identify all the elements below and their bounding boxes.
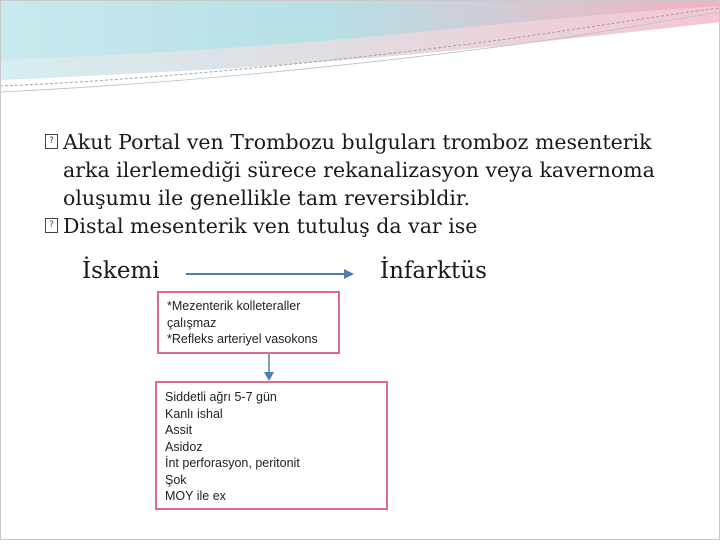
box-line: Siddetli ağrı 5-7 gün [165, 390, 277, 404]
ischemia-label: İskemi [82, 258, 160, 284]
missing-glyph-icon: ? [45, 218, 58, 233]
ischemia-to-infarct-arrow [186, 268, 356, 280]
box-line: İnt perforasyon, peritonit [165, 456, 300, 470]
box-line: çalışmaz [167, 315, 217, 330]
infarct-label: İnfarktüs [380, 258, 487, 284]
bullet-item [45, 212, 695, 240]
clinical-findings-box [155, 381, 388, 510]
mechanism-box [157, 291, 340, 354]
box-line: MOY ile ex [165, 489, 226, 503]
bullet-line: Distal mesenterik ven tutuluş da var ise [63, 214, 478, 238]
down-arrow [263, 354, 275, 382]
bullet-list [45, 128, 695, 240]
bullet-line: arka ilerlemediği sürece rekanalizasyon veya kavernoma [63, 158, 655, 182]
bullet-line: oluşumu ile genellikle tam reversibldir. [63, 186, 470, 210]
box-line: *Mezenterik kolleteraller [167, 299, 301, 313]
box-line: *Refleks arteriyel vasokons [167, 332, 318, 346]
bullet-line: Akut Portal ven Trombozu bulguları tromboz mesenterik [63, 130, 652, 154]
box-line: Kanlı ishal [165, 406, 223, 421]
box-line: Şok [165, 472, 187, 487]
decorative-banner [0, 0, 720, 110]
box-line: Asidoz [165, 439, 203, 454]
bullet-item [45, 128, 695, 212]
box-line: Assit [165, 423, 193, 437]
missing-glyph-icon: ? [45, 134, 58, 149]
